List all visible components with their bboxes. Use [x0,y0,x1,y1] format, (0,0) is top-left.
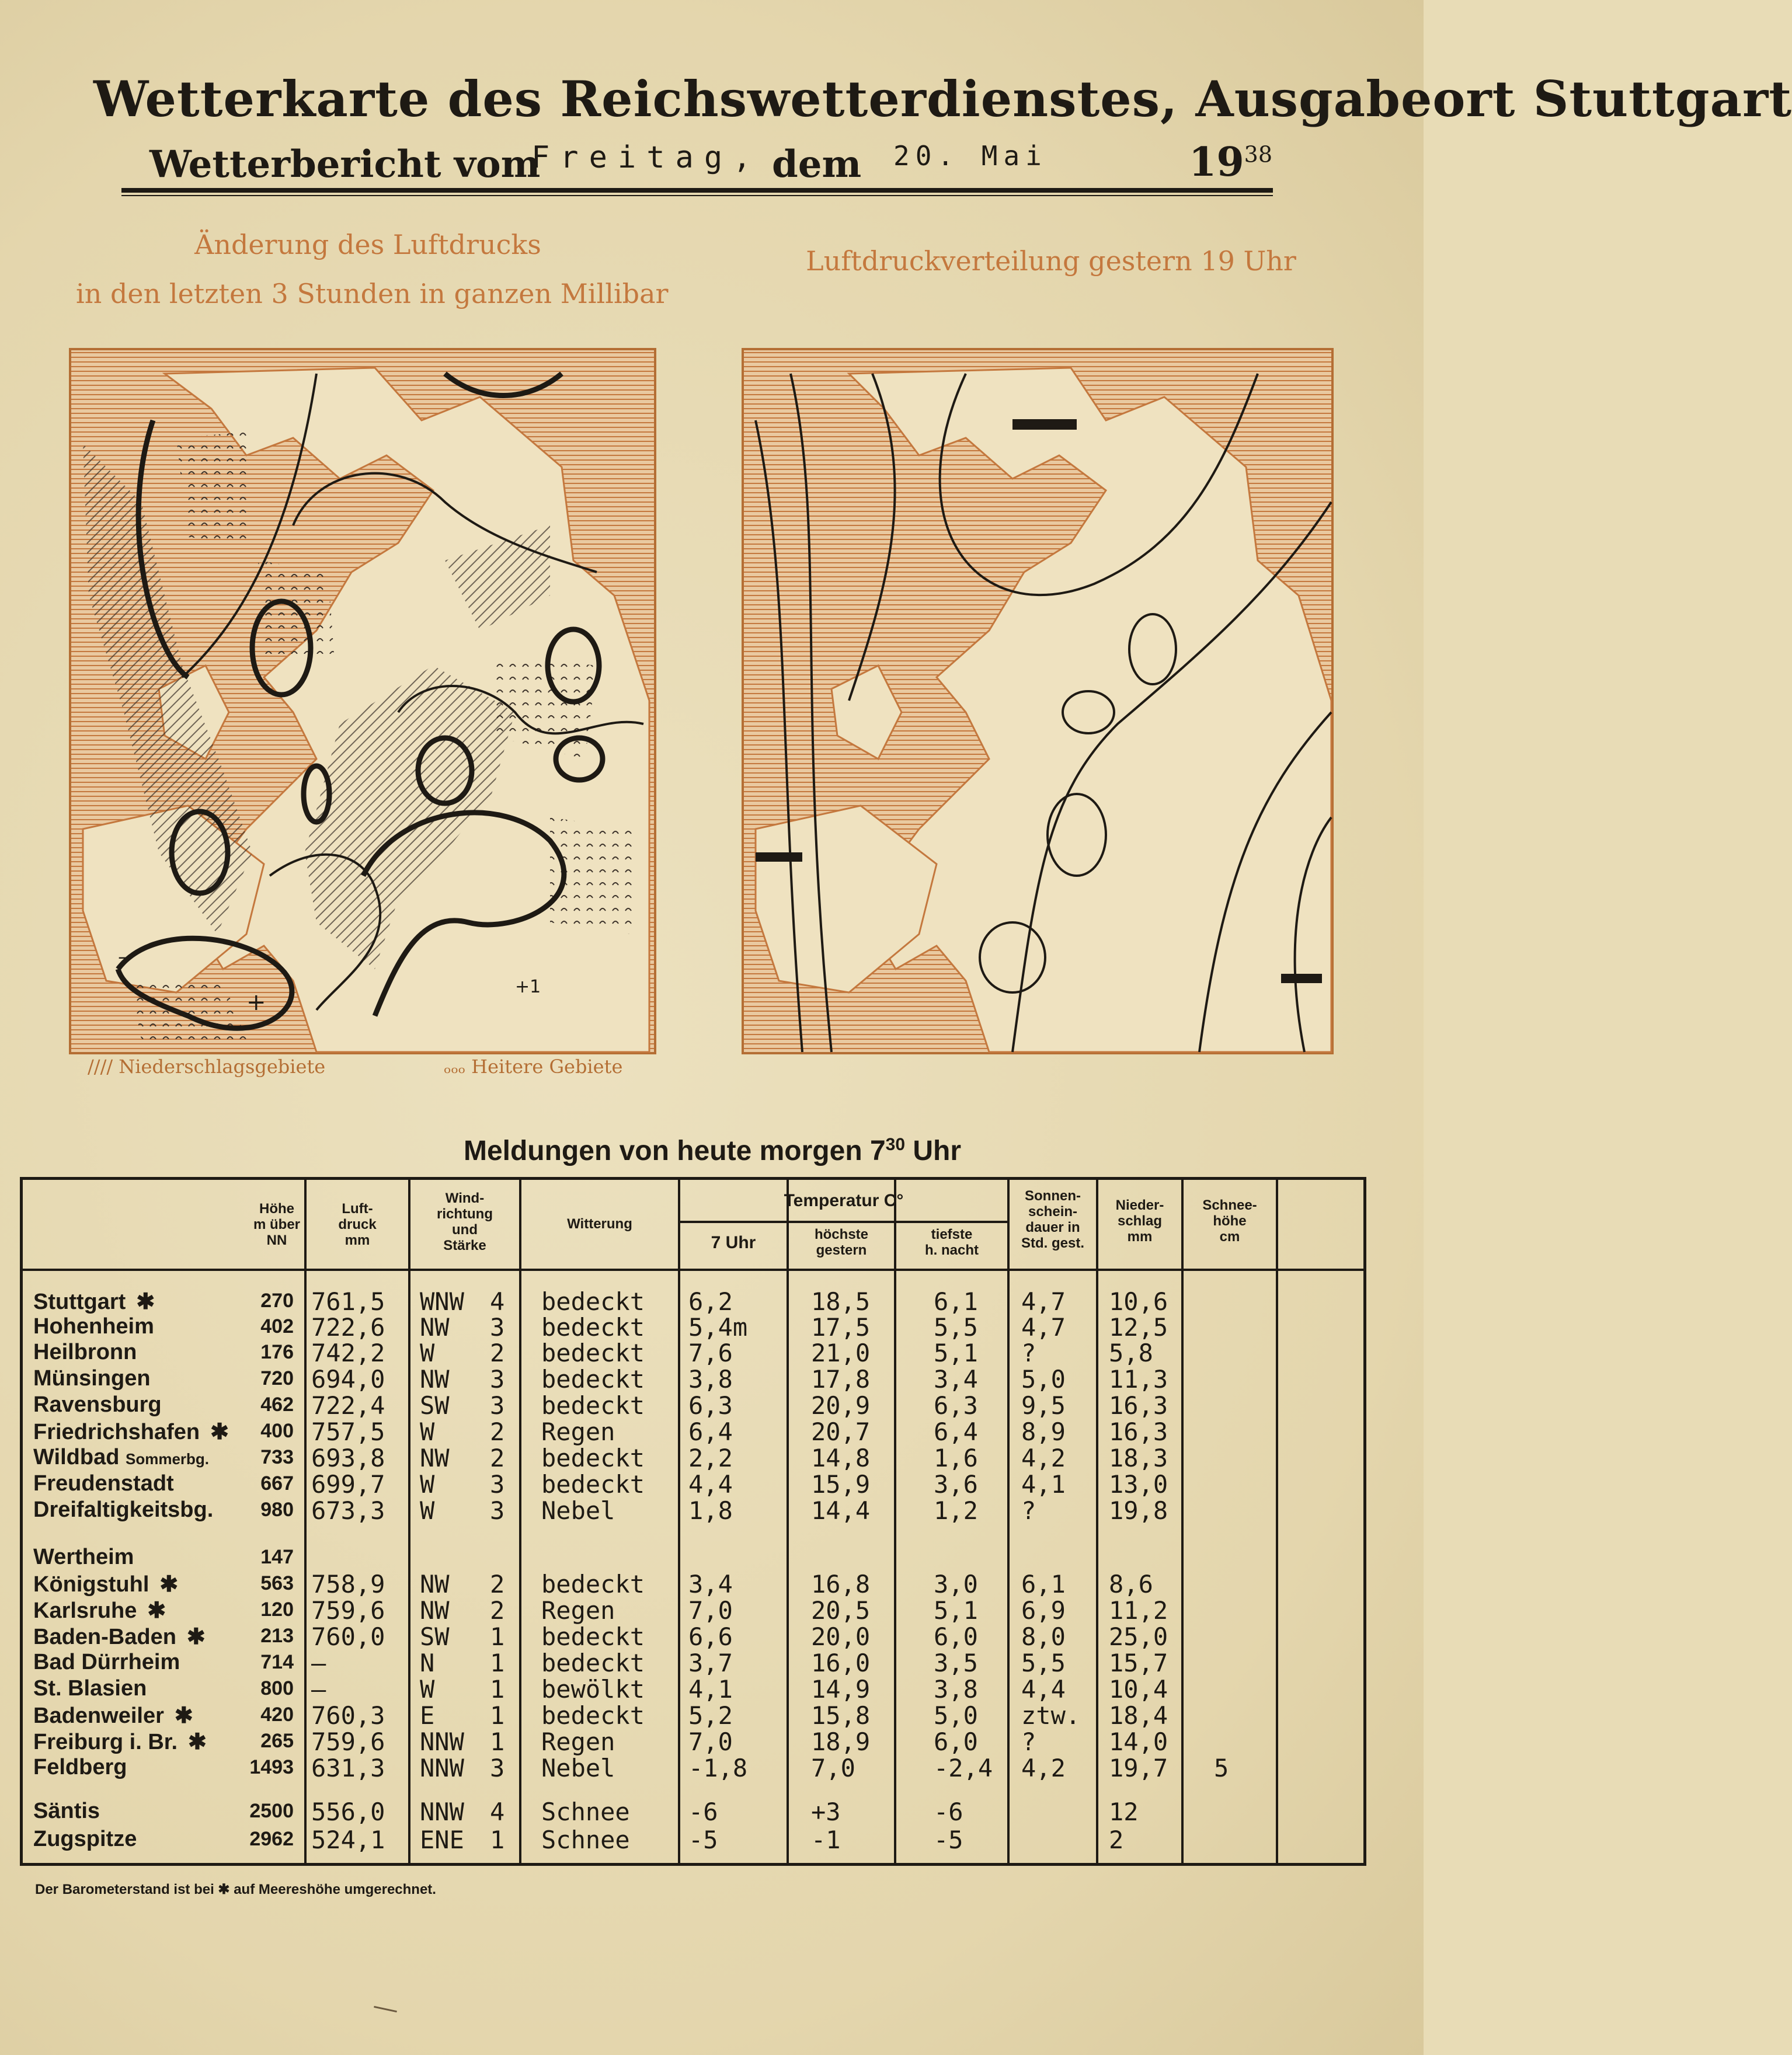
pressure-change-map [69,348,656,1054]
sonne-cell: 8,9 [1021,1417,1066,1446]
altitude-cell: 270 [260,1290,294,1312]
station-name [33,1650,180,1675]
station-label: Hohenheim [33,1314,154,1339]
sonne-cell: 4,4 [1021,1675,1066,1704]
t7-cell: 2,2 [688,1444,733,1472]
t7-cell: 3,7 [688,1649,733,1677]
station-name [33,1392,162,1417]
station-label: Zugspitze [33,1827,137,1851]
station-name [33,1497,213,1523]
druck-cell: 722,6 [311,1313,385,1342]
wstr-cell: 1 [490,1622,505,1651]
druck-cell: 760,3 [311,1701,385,1730]
tmin-cell: 6,1 [934,1287,978,1316]
tmax-cell: 20,5 [811,1596,871,1625]
t7-cell: 4,1 [688,1675,733,1704]
witt-cell: bedeckt [541,1365,645,1394]
t7-cell: 7,0 [688,1727,733,1756]
tmin-cell: 6,3 [934,1391,978,1420]
svg-text:+1: +1 [515,977,541,997]
witt-cell: bewölkt [541,1675,645,1704]
tmin-cell: 3,6 [934,1470,978,1499]
header-rule [121,188,1273,193]
tmax-cell: 14,8 [811,1444,871,1472]
nieder-cell: 18,4 [1109,1701,1168,1730]
druck-cell: 556,0 [311,1798,385,1826]
tmax-cell: 16,8 [811,1570,871,1598]
station-name [33,1827,137,1852]
wstr-cell: 1 [490,1826,505,1854]
t7-cell: -1,8 [688,1754,748,1782]
tmax-cell: 18,9 [811,1727,871,1756]
station-label: Feldberg [33,1755,127,1779]
druck-cell: 759,6 [311,1727,385,1756]
station-label: Badenweiler [33,1704,164,1728]
wdir-cell: SW [420,1391,450,1420]
tmax-cell: 14,4 [811,1496,871,1525]
tmax-cell: 15,9 [811,1470,871,1499]
col-divider [1181,1180,1184,1864]
tmin-cell: 5,5 [934,1313,978,1342]
nieder-cell: 12,5 [1109,1313,1168,1342]
col-divider [1007,1180,1010,1864]
druck-cell: 722,4 [311,1391,385,1420]
station-name [33,1545,134,1570]
sea-level-marker: ✱ [188,1730,207,1754]
sea-level-marker: ✱ [159,1572,179,1597]
t7-cell: 5,2 [688,1701,733,1730]
druck-cell: 757,5 [311,1417,385,1446]
wstr-cell: 3 [490,1313,505,1342]
col-divider [304,1180,307,1864]
nieder-cell: 2 [1109,1826,1124,1854]
druck-cell: – [311,1675,326,1704]
tmin-cell: -5 [934,1826,963,1854]
nieder-cell: 16,3 [1109,1417,1168,1446]
station-label: Wildbad [33,1445,120,1469]
wdir-cell: WNW [420,1287,464,1316]
wdir-cell: W [420,1470,435,1499]
witt-cell: Nebel [541,1754,615,1782]
schnee-cell: 5 [1214,1754,1229,1782]
witt-cell: Nebel [541,1496,615,1525]
t7-cell: 7,6 [688,1339,733,1367]
sonne-cell: 4,1 [1021,1470,1066,1499]
col-divider [1276,1180,1278,1864]
witt-cell: Schnee [541,1798,630,1826]
witt-cell: bedeckt [541,1313,645,1342]
druck-cell: 524,1 [311,1826,385,1854]
druck-cell: 759,6 [311,1596,385,1625]
station-label: Karlsruhe [33,1598,137,1623]
tmax-cell: 14,9 [811,1675,871,1704]
sea-level-marker: ✱ [210,1420,229,1444]
witt-cell: Regen [541,1417,615,1446]
tmax-cell: 21,0 [811,1339,871,1367]
t7-cell: 1,8 [688,1496,733,1525]
header-t7: 7 Uhr [711,1233,756,1252]
wstr-cell: 2 [490,1339,505,1367]
station-name [33,1624,206,1650]
wstr-cell: 2 [490,1596,505,1625]
sonne-cell: 6,1 [1021,1570,1066,1598]
witt-cell: bedeckt [541,1470,645,1499]
t7-cell: 6,3 [688,1391,733,1420]
tmax-cell: 18,5 [811,1287,871,1316]
reports-title: Meldungen von heute morgen $7^{30}$ Uhr [463,1135,962,1166]
station-label: Stuttgart [33,1290,126,1314]
sonne-cell: 5,0 [1021,1365,1066,1394]
sea-level-marker: ✱ [186,1625,206,1649]
col-divider [1096,1180,1098,1864]
station-name [33,1571,178,1597]
nieder-cell: 8,6 [1109,1570,1153,1598]
altitude-cell: 667 [260,1472,294,1495]
page-title: Wetterkarte des Reichswetterdienstes, Ausgabeort Stuttgart [93,70,1792,128]
tmax-cell: 20,7 [811,1417,871,1446]
t7-cell: 6,4 [688,1417,733,1446]
wstr-cell: 3 [490,1754,505,1782]
altitude-cell: 462 [260,1394,294,1416]
altitude-cell: 714 [260,1651,294,1673]
temp-header-divider [678,1221,1007,1223]
tmax-cell: 15,8 [811,1701,871,1730]
header-temperatur: Temperatur C° [784,1191,904,1210]
wstr-cell: 1 [490,1649,505,1677]
header-nieder: Nieder- schlag mm [1115,1197,1164,1245]
nieder-cell: 15,7 [1109,1649,1168,1677]
wdir-cell: W [420,1675,435,1704]
wdir-cell: NW [420,1313,450,1342]
col-divider [678,1180,680,1864]
tmin-cell: 1,6 [934,1444,978,1472]
station-label: Heilbronn [33,1340,137,1364]
t7-cell: 6,2 [688,1287,733,1316]
nieder-cell: 14,0 [1109,1727,1168,1756]
legend-precipitation: //// Niederschlagsgebiete [88,1056,326,1078]
tmin-cell: 5,1 [934,1339,978,1367]
tmax-cell: 20,0 [811,1622,871,1651]
wdir-cell: NW [420,1365,450,1394]
altitude-cell: 176 [260,1341,294,1363]
station-name [33,1366,151,1391]
station-name [33,1702,193,1729]
wstr-cell: 1 [490,1675,505,1704]
t7-cell: 4,4 [688,1470,733,1499]
station-name [33,1755,127,1780]
station-label: Freudenstadt [33,1471,174,1496]
sea-level-marker: ✱ [174,1704,193,1728]
t7-cell: -6 [688,1798,718,1826]
wstr-cell: 4 [490,1798,505,1826]
header-wind: Wind- richtung und Stärke [437,1190,493,1253]
altitude-cell: 213 [260,1625,294,1647]
druck-cell: – [311,1649,326,1677]
report-year: $19^{38}$ [1189,139,1272,186]
station-label: Königstuhl [33,1572,149,1597]
altitude-cell: 400 [260,1420,294,1442]
sonne-cell: 6,9 [1021,1596,1066,1625]
header-luftdruck: Luft- druck mm [338,1201,377,1248]
nieder-cell: 10,6 [1109,1287,1168,1316]
sonne-cell: 4,7 [1021,1287,1066,1316]
wstr-cell: 2 [490,1570,505,1598]
station-label: Baden-Baden [33,1625,176,1649]
wdir-cell: W [420,1339,435,1367]
tmin-cell: 1,2 [934,1496,978,1525]
nieder-cell: 5,8 [1109,1339,1153,1367]
wdir-cell: NW [420,1444,450,1472]
svg-text:+: + [246,989,266,1016]
tmin-cell: 3,4 [934,1365,978,1394]
header-tmin: tiefste h. nacht [924,1227,979,1258]
witt-cell: bedeckt [541,1649,645,1677]
sonne-cell: 4,2 [1021,1444,1066,1472]
tmax-cell: -1 [811,1826,841,1854]
station-label: Wertheim [33,1545,134,1569]
dem-label: dem [772,142,862,186]
station-label: St. Blasien [33,1676,147,1701]
altitude-cell: 420 [260,1704,294,1726]
altitude-cell: 2500 [249,1800,294,1822]
altitude-cell: 147 [260,1546,294,1568]
tmin-cell: 6,0 [934,1727,978,1756]
wdir-cell: NNW [420,1754,464,1782]
sonne-cell: ? [1021,1339,1036,1367]
station-label: Dreifaltigkeitsbg. [33,1497,214,1522]
station-name [33,1314,154,1339]
altitude-cell: 980 [260,1499,294,1521]
t7-cell: 7,0 [688,1596,733,1625]
header-sonne: Sonnen- schein- dauer in Std. gest. [1021,1188,1084,1251]
altitude-cell: 1493 [249,1756,294,1778]
tmin-cell: 6,4 [934,1417,978,1446]
legend-clear: ₒₒₒ Heitere Gebiete [444,1056,623,1078]
tmax-cell: 17,5 [811,1313,871,1342]
altitude-cell: 402 [260,1315,294,1338]
nieder-cell: 19,8 [1109,1496,1168,1525]
station-name [33,1471,174,1496]
wdir-cell: ENE [420,1826,464,1854]
nieder-cell: 11,3 [1109,1365,1168,1394]
header-hoehe: Höhe m über NN [253,1201,300,1248]
col-divider [894,1180,896,1864]
druck-cell: 694,0 [311,1365,385,1394]
tmin-cell: 3,0 [934,1570,978,1598]
altitude-cell: 733 [260,1446,294,1468]
nieder-cell: 18,3 [1109,1444,1168,1472]
wstr-cell: 1 [490,1727,505,1756]
sonne-cell: 4,2 [1021,1754,1066,1782]
pressure-change-map-graphic [71,350,654,1052]
druck-cell: 673,3 [311,1496,385,1525]
pressure-distribution-map-graphic [744,350,1331,1052]
wdir-cell: NNW [420,1727,464,1756]
druck-cell: 699,7 [311,1470,385,1499]
header-witterung: Witterung [567,1216,632,1232]
header-rule-thin [121,195,1273,196]
altitude-cell: 563 [260,1572,294,1594]
witt-cell: Schnee [541,1826,630,1854]
wdir-cell: NW [420,1570,450,1598]
altitude-cell: 120 [260,1598,294,1621]
tmin-cell: 5,0 [934,1701,978,1730]
witt-cell: bedeckt [541,1391,645,1420]
sonne-cell: 5,5 [1021,1649,1066,1677]
right-map-caption: Luftdruckverteilung gestern 19 Uhr [806,245,1296,277]
left-map-caption-1: Änderung des Luftdrucks [194,229,541,260]
station-name [33,1597,166,1624]
nieder-cell: 25,0 [1109,1622,1168,1651]
sea-level-marker: ✱ [136,1290,155,1314]
nieder-cell: 11,2 [1109,1596,1168,1625]
t7-cell: 6,6 [688,1622,733,1651]
tmin-cell: 3,5 [934,1649,978,1677]
wstr-cell: 1 [490,1701,505,1730]
witt-cell: bedeckt [541,1287,645,1316]
wstr-cell: 3 [490,1365,505,1394]
station-name [33,1676,147,1701]
tmin-cell: -2,4 [934,1754,993,1782]
nieder-cell: 12 [1109,1798,1139,1826]
sonne-cell: 8,0 [1021,1622,1066,1651]
wdir-cell: W [420,1417,435,1446]
wstr-cell: 3 [490,1496,505,1525]
druck-cell: 761,5 [311,1287,385,1316]
wstr-cell: 4 [490,1287,505,1316]
witt-cell: bedeckt [541,1339,645,1367]
altitude-cell: 2962 [249,1828,294,1850]
station-name [33,1419,229,1445]
header-divider [23,1269,1363,1271]
sonne-cell: 4,7 [1021,1313,1066,1342]
t7-cell: 3,4 [688,1570,733,1598]
station-name [33,1729,207,1755]
wdir-cell: N [420,1649,435,1677]
altitude-cell: 720 [260,1367,294,1389]
wstr-cell: 2 [490,1417,505,1446]
wstr-cell: 3 [490,1391,505,1420]
station-label: Friedrichshafen [33,1420,200,1444]
witt-cell: bedeckt [541,1622,645,1651]
tmax-cell: 16,0 [811,1649,871,1677]
witt-cell: Regen [541,1596,615,1625]
weather-reports-table [20,1177,1366,1866]
t7-cell: 5,4m [688,1313,748,1342]
station-label: Bad Dürrheim [33,1650,180,1674]
station-label: Säntis [33,1799,100,1823]
station-name [33,1445,209,1470]
witt-cell: bedeckt [541,1570,645,1598]
sonne-cell: ? [1021,1496,1036,1525]
wstr-cell: 2 [490,1444,505,1472]
druck-cell: 760,0 [311,1622,385,1651]
pressure-distribution-map [742,348,1334,1054]
tmax-cell: 17,8 [811,1365,871,1394]
witt-cell: bedeckt [541,1444,645,1472]
nieder-cell: 10,4 [1109,1675,1168,1704]
report-date: 20. Mai [893,140,1048,172]
sonne-cell: ztw. [1021,1701,1081,1730]
bericht-label: Wetterbericht vom [149,142,541,186]
t7-cell: 3,8 [688,1365,733,1394]
station-name [33,1288,155,1315]
tmin-cell: 6,0 [934,1622,978,1651]
station-name [33,1340,137,1365]
tmin-cell: 3,8 [934,1675,978,1704]
altitude-cell: 800 [260,1677,294,1699]
druck-cell: 631,3 [311,1754,385,1782]
witt-cell: Regen [541,1727,615,1756]
nieder-cell: 19,7 [1109,1754,1168,1782]
wdir-cell: NNW [420,1798,464,1826]
tmax-cell: +3 [811,1798,841,1826]
footnote: Der Barometerstand ist bei ✱ auf Meereshöhe umgerechnet. [35,1882,436,1897]
header-schnee: Schnee- höhe cm [1202,1197,1257,1245]
left-map-caption-2: in den letzten 3 Stunden in ganzen Millibar [76,278,669,309]
druck-cell: 742,2 [311,1339,385,1367]
tmax-cell: 7,0 [811,1754,855,1782]
header-tmax: höchste gestern [814,1227,868,1258]
wdir-cell: W [420,1496,435,1525]
station-label: Münsingen [33,1366,151,1391]
altitude-cell: 265 [260,1730,294,1752]
station-sub-label: Sommerbg. [125,1450,210,1468]
col-divider [408,1180,410,1864]
wdir-cell: SW [420,1622,450,1651]
col-divider [519,1180,521,1864]
wdir-cell: E [420,1701,435,1730]
station-name [33,1799,100,1824]
sonne-cell: 9,5 [1021,1391,1066,1420]
tmin-cell: -6 [934,1798,963,1826]
druck-cell: 758,9 [311,1570,385,1598]
svg-text:–: – [118,945,128,969]
tmin-cell: 5,1 [934,1596,978,1625]
weekday: Freitag, [531,140,762,175]
wstr-cell: 3 [490,1470,505,1499]
station-label: Freiburg i. Br. [33,1730,178,1754]
nieder-cell: 16,3 [1109,1391,1168,1420]
station-label: Ravensburg [33,1392,162,1417]
nieder-cell: 13,0 [1109,1470,1168,1499]
sonne-cell: ? [1021,1727,1036,1756]
tmax-cell: 20,9 [811,1391,871,1420]
witt-cell: bedeckt [541,1701,645,1730]
wdir-cell: NW [420,1596,450,1625]
sea-level-marker: ✱ [147,1598,166,1623]
druck-cell: 693,8 [311,1444,385,1472]
col-divider [787,1180,789,1864]
t7-cell: -5 [688,1826,718,1854]
